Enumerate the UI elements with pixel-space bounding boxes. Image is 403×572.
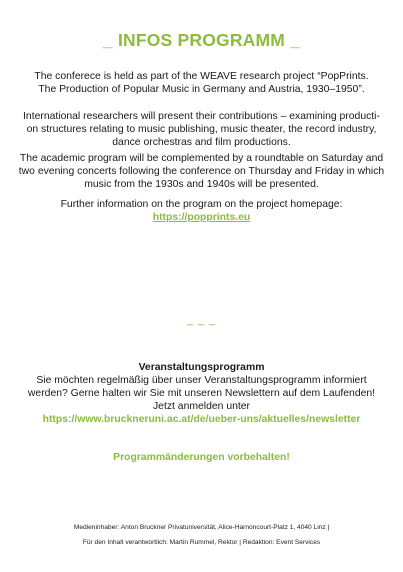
academic-line: two evening concerts following the conference on Thursday and Friday in which — [18, 166, 385, 177]
veranstaltung-line: werden? Gerne halten wir Sie mit unseren Newslettern auf dem Laufenden! — [27, 388, 376, 399]
academic-line: music from the 1930s and 1940s will be presented. — [84, 179, 319, 190]
intro-line: The conferece is held as part of the WEAVE research project “PopPrints. — [34, 71, 369, 82]
further-info-text: Further information on the program on the project homepage: — [60, 199, 343, 210]
veranstaltung-title: Veranstaltungsprogramm — [138, 362, 265, 373]
researchers-line: dance orchestras and film productions. — [112, 137, 291, 148]
intro-paragraph — [0, 70, 403, 96]
intro-line: The Production of Popular Music in Germany and Austria, 1930–1950”. — [38, 84, 365, 95]
newsletter-link[interactable]: https://www.bruckneruni.ac.at/de/ueber-uns/aktuelles/newsletter — [42, 414, 361, 425]
project-homepage-link[interactable]: https://popprints.eu — [152, 212, 251, 223]
veranstaltung-line: Sie möchten regelmäßig über unser Veranstaltungsprogramm informiert — [36, 375, 367, 386]
researchers-line: on structures relating to music publishing, music theater, the record industry, — [26, 124, 377, 135]
further-info-paragraph — [0, 198, 403, 224]
academic-line: The academic program will be complemented by a roundtable on Saturday and — [19, 153, 384, 164]
footer-line: Für den Inhalt verantwortlich: Martin Rummel, Rektor | Redaktion: Event Services — [82, 539, 321, 546]
researchers-paragraph — [0, 110, 403, 149]
veranstaltung-section — [0, 361, 403, 426]
page-heading: _ INFOS PROGRAMM _ — [102, 30, 301, 50]
footer — [0, 520, 403, 550]
program-change-notice: Programmänderungen vorbehalten! — [113, 452, 290, 463]
footer-line: Medieninhaber: Anton Bruckner Privatuniversität, Alice-Harnoncourt-Platz 1, 4040 Linz | — [73, 524, 330, 531]
veranstaltung-line: Jetzt anmelden unter — [152, 401, 251, 412]
researchers-line: International researchers will present their contributions – examining producti- — [23, 111, 380, 122]
section-divider: _ _ _ — [186, 314, 217, 326]
academic-paragraph — [0, 152, 403, 191]
